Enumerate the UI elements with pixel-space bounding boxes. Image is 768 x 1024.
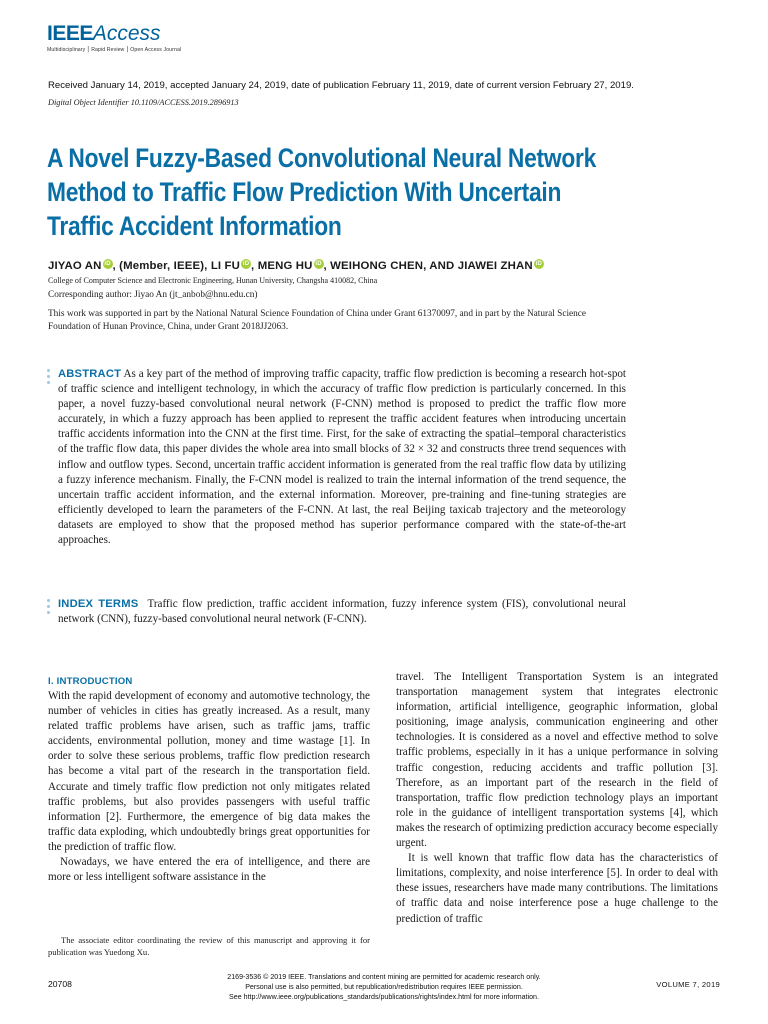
body-paragraph: With the rapid development of economy and automotive technology, the number of vehicles in cities has greatly increased. As a result, many related traffic problems have arisen, such as traffic jams, traffic accidents, environmental pollution, money and time wastage [1]. In order to solve these serious problems, traffic flow prediction research has become a vital part of the research in the transportation field. Accurate and timely traffic flow prediction not only mitigates related traffic problems, but also provides passengers with useful traffic information [2]. Furthermore, the emergence of big data makes the traffic data exploding, which undoubtedly brings great opportunities for the prediction of traffic flow.	[48, 690, 370, 853]
body-paragraph: Nowadays, we have entered the era of intelligence, and there are more or less intelligent software assistance in the	[48, 856, 370, 884]
body-column-left	[48, 676, 370, 885]
section-heading: I. INTRODUCTION	[48, 676, 133, 687]
orcid-icon[interactable]: iD	[242, 261, 250, 267]
abstract	[58, 367, 626, 548]
abstract-text: As a key part of the method of improving traffic capacity, traffic flow prediction is becoming a research hot-spot of traffic science and intelligent technology, in which the accuracy of traffic flow prediction is particularly concerned. In this paper, a novel fuzzy-based convolutional neural network (F-CNN) method is proposed to predict the traffic flow more accurately, in which a fuzzy approach has been applied to represent the traffic accident features when introducing uncertain traffic accidents information into the CNN at the first time. First, for the sake of extracting the spatial–temporal characteristics of the traffic flow data, this paper divides the whole area into small blocks of 32 × 32 and constructs three trend sequences with inflow and outflow types. Second, uncertain traffic accident information is generated from the real traffic flow data by utilizing a fuzzy inference mechanism. Finally, the F-CNN model is realized to train the internal information of the trend sequence, the uncertain traffic accident information, and the external information. Moreover, pre-training and fine-tuning strategies are efficiently developed to learn the parameters of the F-CNN. At last, the real Beijing taxicab trajectory and the meteorology datasets are employed to show that the proposed method has superior performance compared with the state-of-the-art approaches.	[58, 368, 626, 547]
abstract-label: ABSTRACT	[58, 368, 122, 380]
logo-wordmark	[47, 22, 181, 46]
index-terms	[58, 597, 626, 627]
author-name: JIYAO AN	[48, 260, 102, 272]
index-terms-marker-icon	[47, 599, 51, 617]
doi[interactable]: Digital Object Identifier 10.1109/ACCESS.2019.2896913	[48, 98, 239, 107]
logo-tagline: Multidisciplinary ⎮ Rapid Review ⎮ Open Access Journal	[47, 47, 182, 53]
license-line: 2169-3536 © 2019 IEEE. Translations and content mining are permitted for academic research only.	[227, 973, 541, 981]
author-name: MENG HU	[257, 260, 313, 272]
corresponding-author: Corresponding author: Jiyao An (jt_anbob@hnu.edu.cn)	[48, 290, 258, 300]
author-names-rest: , WEIHONG CHEN, AND JIAWEI ZHAN	[323, 260, 533, 272]
orcid-icon[interactable]: iD	[315, 261, 322, 267]
page-number: 20708	[48, 979, 72, 989]
orcid-icon[interactable]: iD	[535, 261, 542, 267]
orcid-icon[interactable]: iD	[104, 261, 111, 267]
body-paragraph: travel. The Intelligent Transportation System is an integrated transportation management system that integrates electronic information, artificial intelligence, geographic information, global positioning, image analysis, communication engineering and other technologies. It is considered as a novel and effective method to solve traffic problems, especially in it has a unique performance in solving traffic congestion, reducing accidents and traffic pollution [3]. Therefore, as an important part of the research in the field of transportation, traffic flow prediction technology plays an important role in the guidance of intelligent transportation systems [4], which makes the research of optimizing prediction accuracy become especially urgent.	[396, 671, 718, 850]
license-line: Personal use is also permitted, but republication/redistribution requires IEEE permission.	[245, 983, 523, 991]
index-terms-text: Traffic flow prediction, traffic accident information, fuzzy inference system (FIS), convolutional neural network (CNN), fuzzy-based convolutional neural network (F-CNN).	[58, 598, 627, 626]
author-separator: ,	[251, 260, 258, 272]
affiliation: College of Computer Science and Electronic Engineering, Hunan University, Changsha 410082, China	[48, 276, 378, 285]
abstract-marker-icon	[47, 369, 51, 387]
author-list	[48, 259, 544, 272]
editor-footnote: The associate editor coordinating the review of this manuscript and approving it for publication was Yuedong Xu.	[48, 935, 370, 957]
publication-dates: Received January 14, 2019, accepted January 24, 2019, date of publication February 11, 2019, date of current version February 27, 2019.	[48, 80, 634, 91]
body-column-right	[396, 670, 718, 927]
logo-ieee: IEEE	[47, 22, 93, 45]
paper-title: A Novel Fuzzy-Based Convolutional Neural Network Method to Traffic Flow Prediction With Uncertain Traffic Accident Information	[47, 143, 597, 241]
journal-logo	[47, 22, 181, 53]
author-name: LI FU	[210, 260, 241, 272]
author-note: , (Member, IEEE),	[112, 260, 211, 272]
funding-statement: This work was supported in part by the National Natural Science Foundation of China under Grant 61370097, and in part by the Natural Science Foundation of Hunan Province, China, under Grant 2018JJ2063.	[48, 309, 587, 332]
volume-label: VOLUME 7, 2019	[656, 980, 720, 989]
index-terms-label: INDEX TERMS	[58, 598, 139, 610]
logo-access: Access	[92, 22, 161, 45]
body-paragraph: It is well known that traffic flow data has the characteristics of limitations, complexity, and noise interference [5]. In order to deal with these issues, researchers have made many contributions. The limitations of traffic data and noise interference pose a huge challenge to the prediction of traffic	[396, 852, 718, 925]
license-notice	[180, 972, 588, 1002]
license-link[interactable]: See http://www.ieee.org/publications_standards/publications/rights/index.html for more information.	[229, 993, 539, 1001]
